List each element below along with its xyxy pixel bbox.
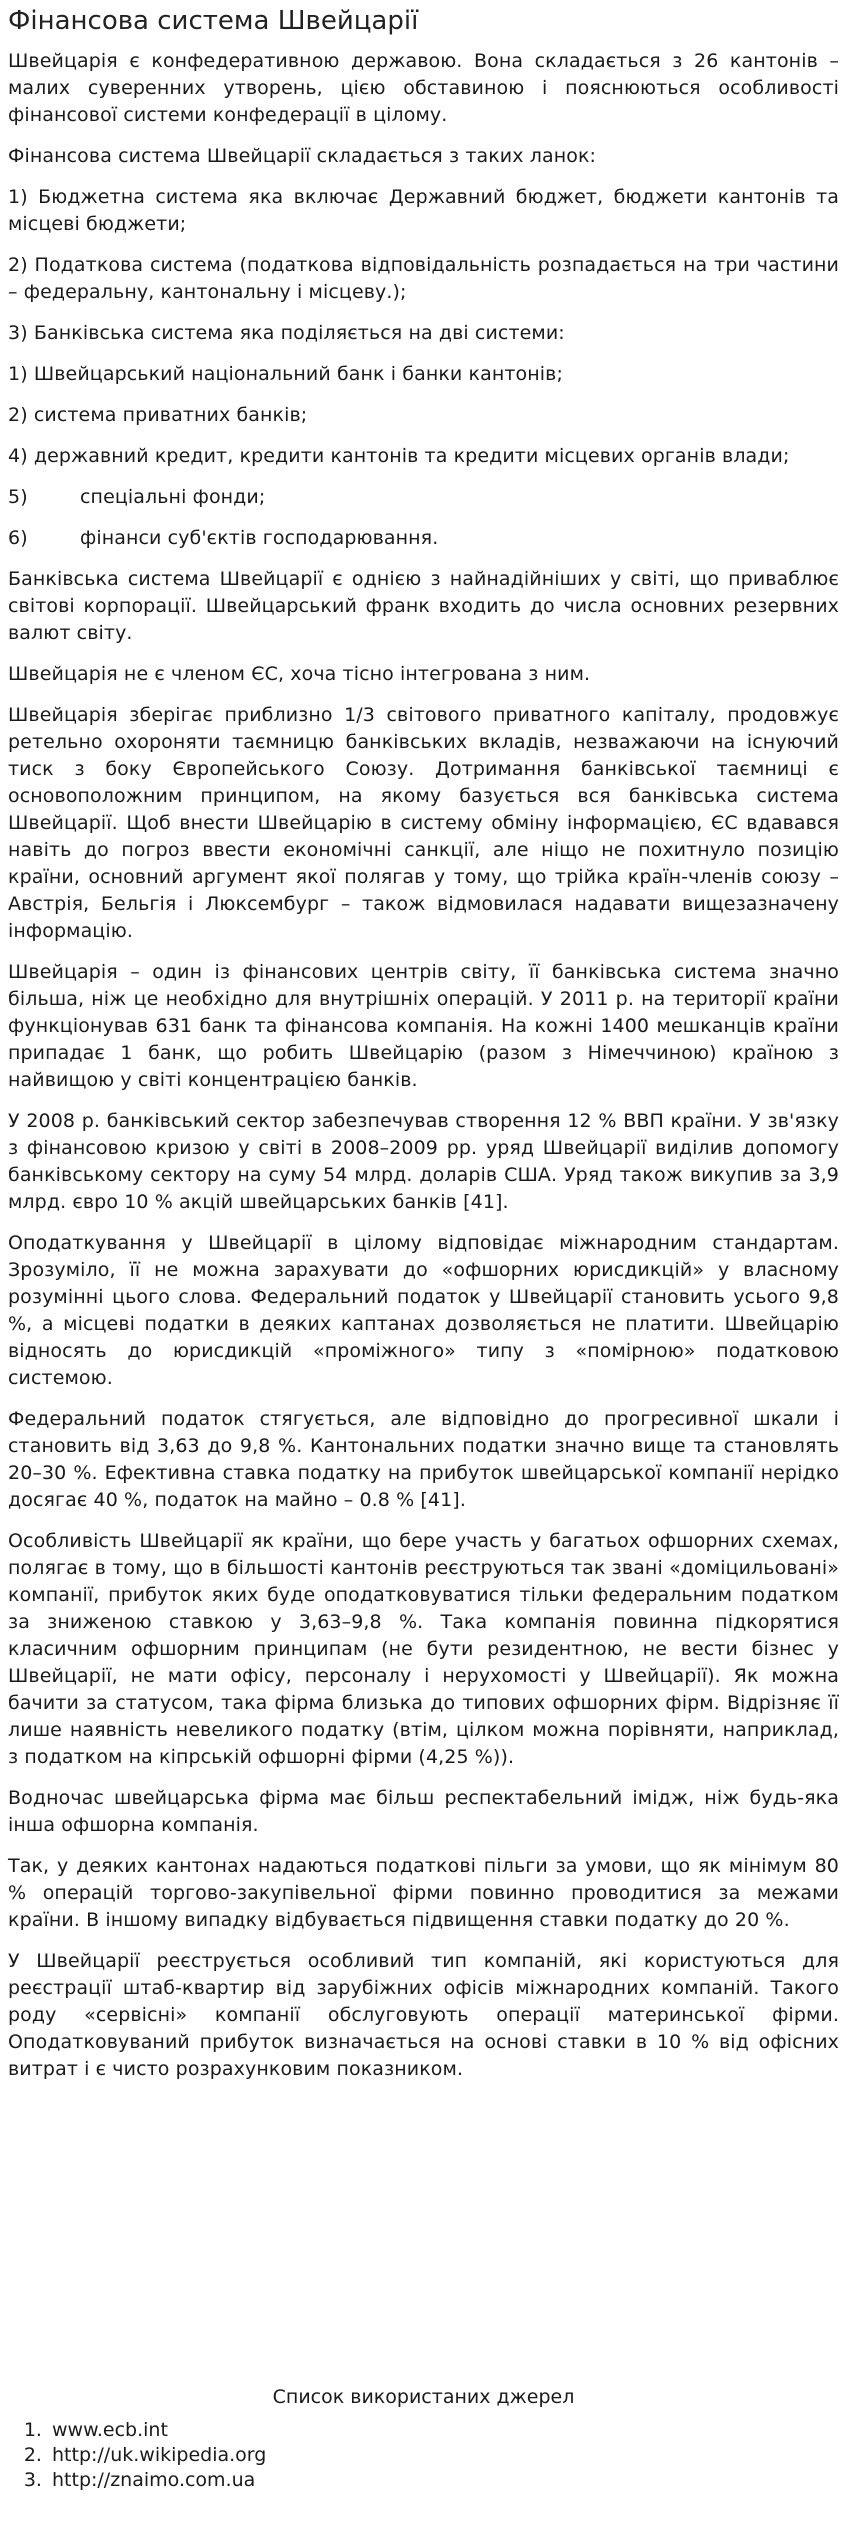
reference-item: 3. http://znaimo.com.ua (48, 2468, 847, 2493)
references-list (0, 2418, 847, 2493)
list-item-special-funds (8, 484, 839, 511)
list-item-state-credit: 4) державний кредит, кредити кантонів та кредити місцевих органів влади; (8, 445, 790, 467)
list-text: фінанси суб'єктів господарювання. (80, 527, 439, 549)
paragraph-service-companies: У Швейцарії реєструється особливий тип компаній, які користуються для реєстрації штаб-квартир від зарубіжних офісів міжнародних компаній. Такого роду «сервісні» компанії обслуговують операції материнської фірми. Оподатковуваний прибуток визначається на основі ставки в 10 % від офісних витрат і є чисто розрахунковим показником. (8, 1950, 839, 2080)
paragraph-intro: Швейцарія є конфедеративною державою. Вона складається з 26 кантонів – малих суверенних утворень, цією обставиною і пояснюються особливості фінансової системи конфедерації в цілому. (8, 50, 839, 126)
list-item-business-finance (8, 525, 839, 552)
paragraph-financial-center: Швейцарія – один із фінансових центрів світу, її банківська система значно більша, ніж це необхідно для внутрішніх операцій. У 2011 р. на території країни функціонував 631 банк та фінансова компанія. На кожні 1400 мешканців країни припадає 1 банк, що робить Швейцарію (разом з Німеччиною) країною з найвищою у світі концентрацією банків. (8, 961, 839, 1091)
paragraph-crisis: У 2008 р. банківський сектор забезпечував створення 12 % ВВП країни. У зв'язку з фінансовою кризою у світі в 2008–2009 рр. уряд Швейцарії виділив допомогу банківському сектору на суму 54 млрд. доларів США. Уряд також викупив за 3,9 млрд. євро 10 % акцій швейцарських банків [41]. (8, 1110, 839, 1213)
paragraph-structure: Фінансова система Швейцарії складається з таких ланок: (8, 145, 597, 167)
list-item-national-bank: 1) Швейцарський національний банк і банки кантонів; (8, 363, 563, 385)
paragraph-federal-tax: Федеральний податок стягується, але відповідно до прогресивної шкали і становить від 3,63 до 9,8 %. Кантональних податки значно вище та становлять 20–30 %. Ефективна ставка податку на прибуток швейцарської компанії нерідко досягає 40 %, податок на майно – 0.8 % [41]. (8, 1408, 839, 1511)
paragraph-eu: Швейцарія не є членом ЄС, хоча тісно інтегрована з ним. (8, 663, 591, 685)
list-item-tax: 2) Податкова система (податкова відповідальність розпадається на три частини – федеральну, кантональну і місцеву.); (8, 254, 839, 303)
list-number: 6) (8, 527, 28, 549)
list-number: 5) (8, 486, 28, 508)
paragraph-bank-reliability: Банківська система Швейцарії є однією з найнадійніших у світі, що приваблює світові корпорації. Швейцарський франк входить до числа основних резервних валют світу. (8, 568, 839, 644)
reference-item: 2. http://uk.wikipedia.org (48, 2443, 847, 2468)
paragraph-bank-secrecy: Швейцарія зберігає приблизно 1/3 світового приватного капіталу, продовжує ретельно охороняти таємницю банківських вкладів, незважаючи на існуючий тиск з боку Європейського Союзу. Дотримання банківської таємниці є основоположним принципом, на якому базується вся банківська система Швейцарії. Щоб внести Швейцарію в систему обміну інформацією, ЄС вдавався навіть до погроз ввести економічні санкції, але ніщо не похитнуло позицію країни, основний аргумент якої полягав у тому, що трійка країн-членів союзу – Австрія, Бельгія і Люксембург – також відмовилася надавати вищезазначену інформацію. (8, 704, 839, 942)
list-item-private-banks: 2) система приватних банків; (8, 404, 308, 426)
paragraph-offshore: Особливість Швейцарії як країни, що бере участь у багатьох офшорних схемах, полягає в тому, що в більшості кантонів реєструються так звані «доміцильовані» компанії, прибуток яких буде оподатковуватися тільки федеральним податком за зниженою ставкою у 3,63–9,8 %. Така компанія повинна підкорятися класичним офшорним принципам (не бути резидентною, не вести бізнес у Швейцарії, не мати офісу, персоналу і нерухомості у Швейцарії). Як можна бачити за статусом, така фірма близька до типових офшорних фірм. Відрізняє її лише наявність невеликого податку (втім, цілком можна порівняти, наприклад, з податком на кіпрській офшорні фірми (4,25 %)). (8, 1530, 839, 1768)
paragraph-image: Водночас швейцарська фірма має більш респектабельний імідж, ніж будь-яка інша офшорна компанія. (8, 1787, 839, 1836)
list-text: спеціальні фонди; (80, 486, 266, 508)
list-item-banking: 3) Банківська система яка поділяється на дві системи: (8, 322, 565, 344)
references-title: Список використаних джерел (272, 2386, 575, 2408)
paragraph-taxation: Оподаткування у Швейцарії в цілому відповідає міжнародним стандартам. Зрозуміло, її не можна зарахувати до «офшорних юрисдикцій» у власному розумінні цього слова. Федеральний податок у Швейцарії становить усього 9,8 %, а місцеві податки в деяких каптанах дозволяється не платити. Швейцарію відносять до юрисдикцій «проміжного» типу з «помірною» податковою системою. (8, 1232, 839, 1389)
document-title: Фінансова система Швейцарії (8, 6, 419, 36)
list-item-budget: 1) Бюджетна система яка включає Державний бюджет, бюджети кантонів та місцеві бюджети; (8, 186, 839, 235)
paragraph-cantons: Так, у деяких кантонах надаються податкові пільги за умови, що як мінімум 80 % операцій торгово-закупівельної фірми повинно проводитися за межами країни. В іншому випадку відбувається підвищення ставки податку до 20 %. (8, 1855, 839, 1931)
references-section (0, 2384, 847, 2493)
reference-item: 1. www.ecb.int (48, 2418, 847, 2443)
